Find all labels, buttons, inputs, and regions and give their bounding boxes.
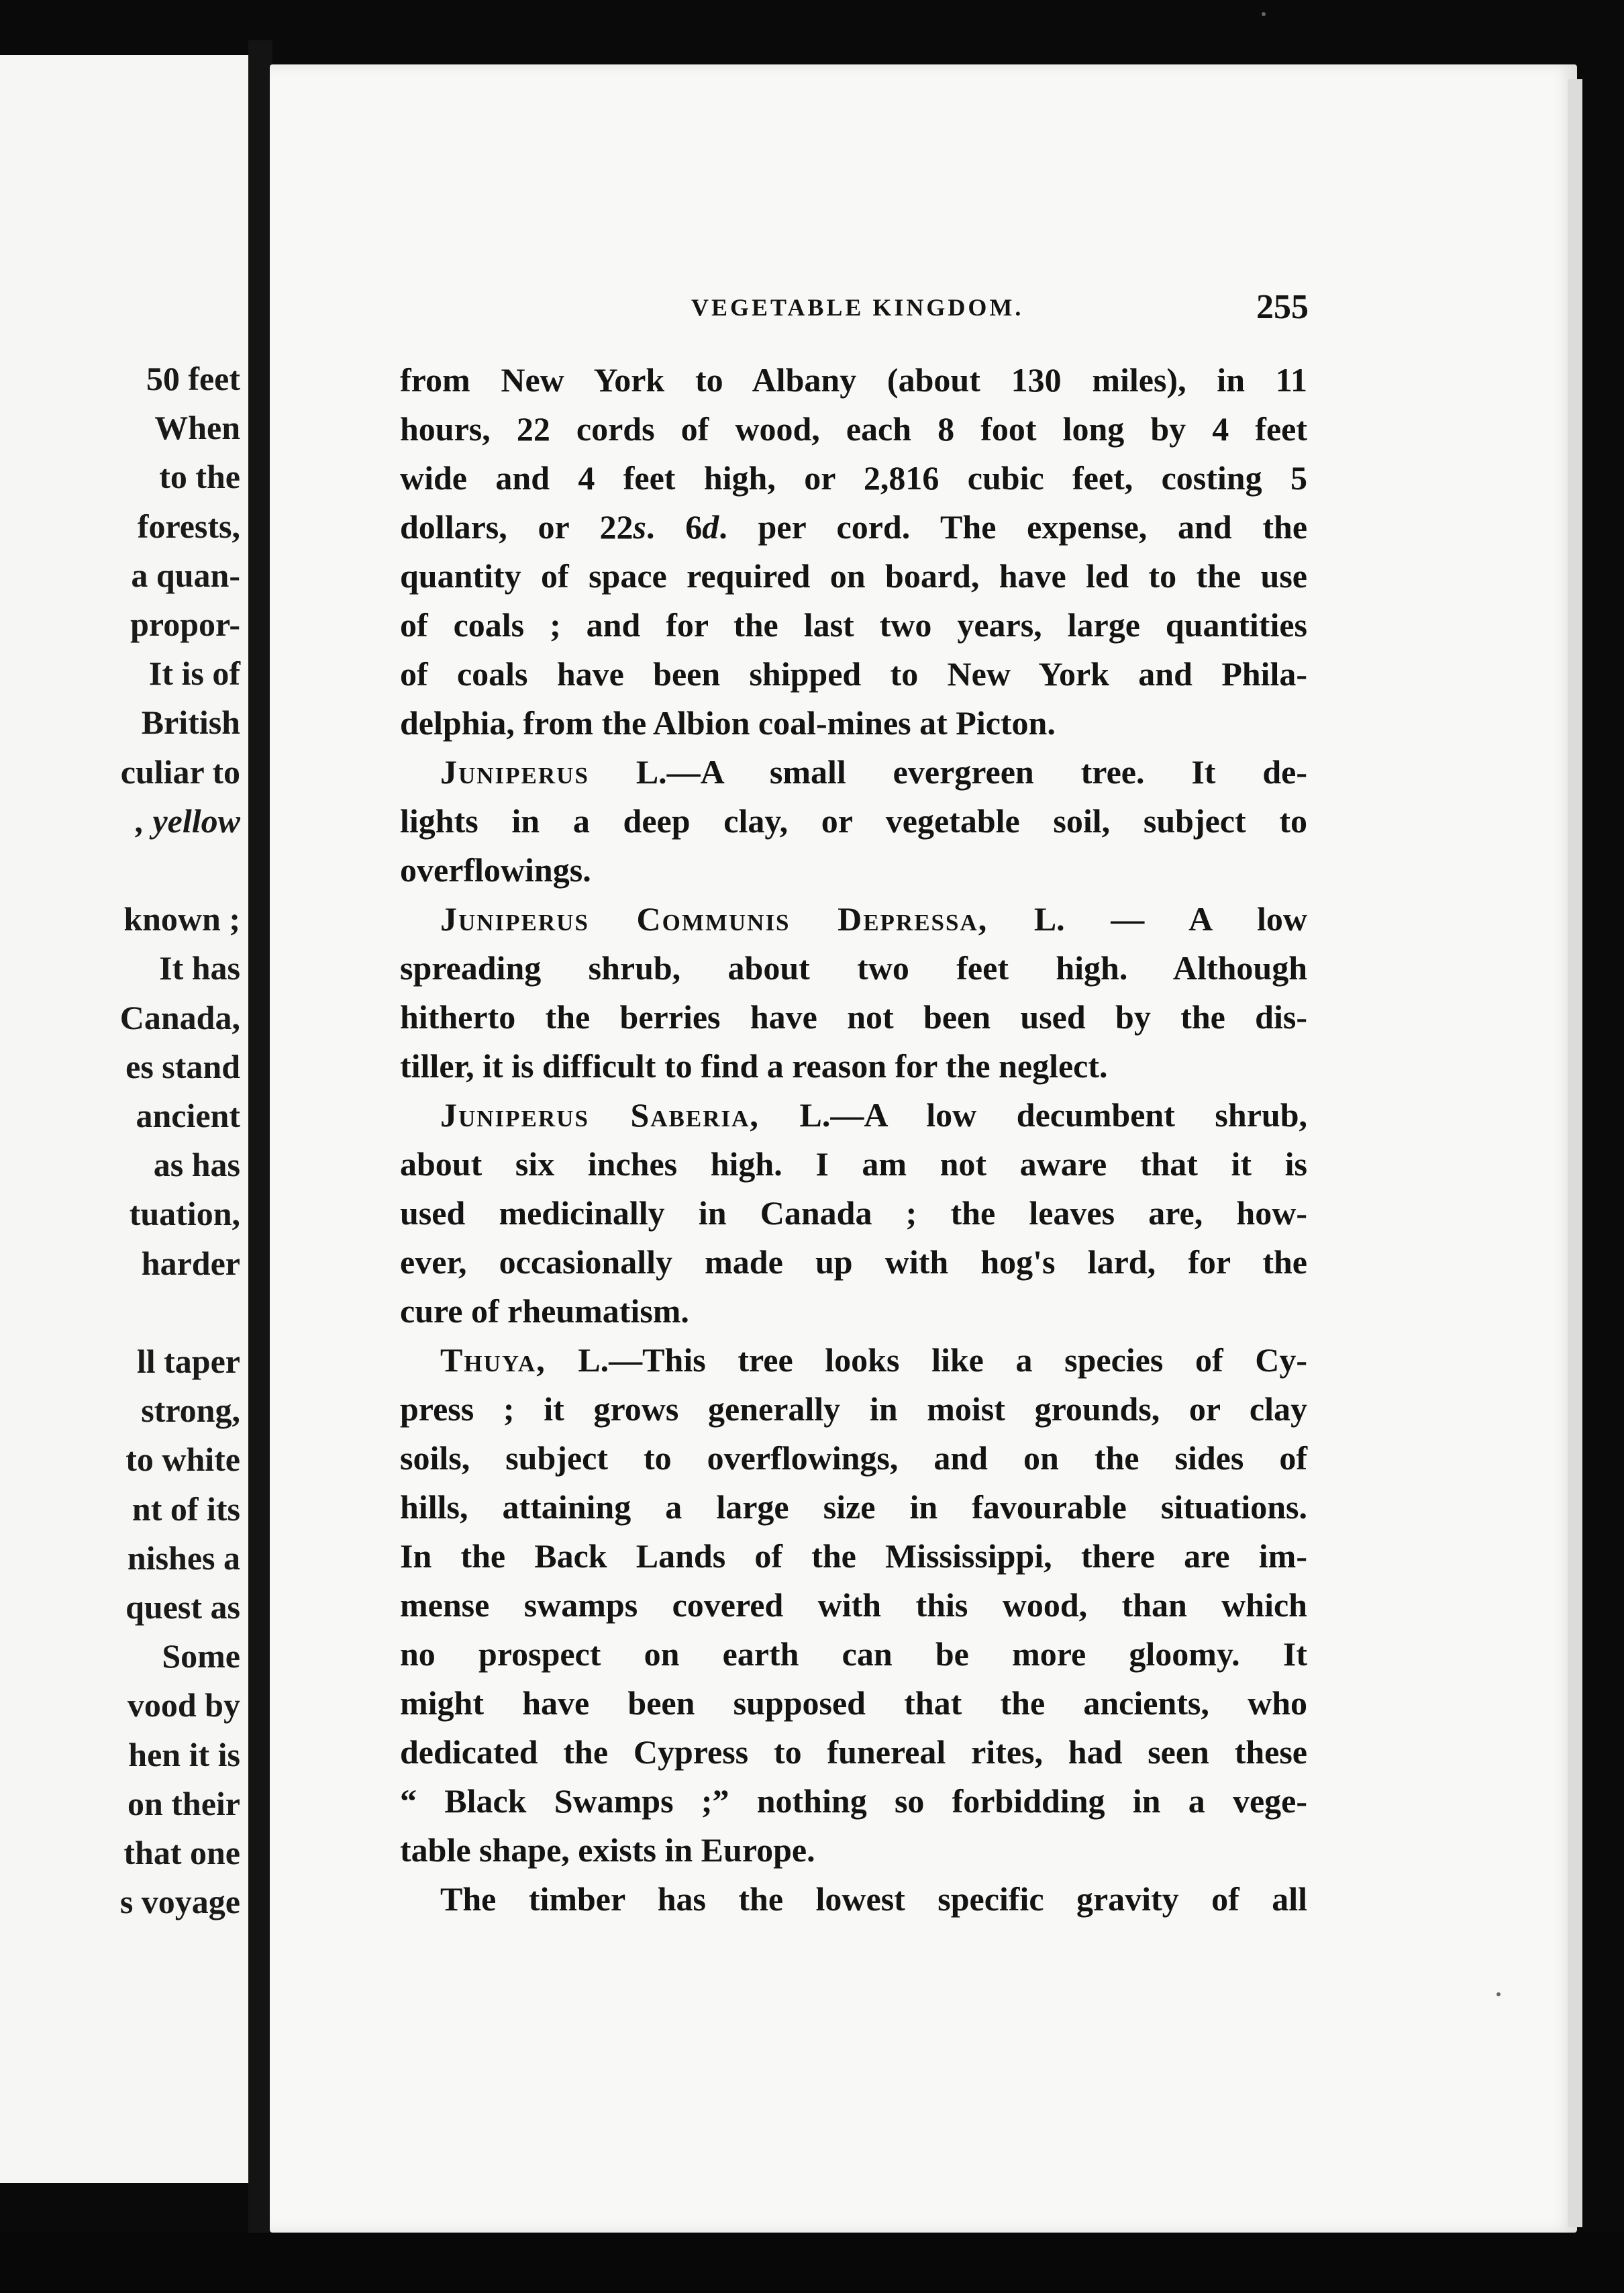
left-page-line: that one [123, 1834, 240, 1871]
text-line: of coals have been shipped to New York and Phila- [400, 655, 1307, 693]
left-page-line: 50 feet [146, 360, 240, 397]
left-page-line: quest as [125, 1588, 240, 1626]
text-line: In the Back Lands of the Mississippi, there are im- [400, 1537, 1307, 1575]
left-page-line: tuation, [129, 1195, 240, 1233]
left-page-line: nt of its [132, 1490, 240, 1528]
left-page-line: s voyage [119, 1883, 240, 1921]
page-number: 255 [1256, 288, 1309, 326]
left-page-line: British [141, 703, 240, 742]
left-page-line: It is of [148, 654, 240, 693]
text-line: overflowings. [400, 851, 591, 889]
text-segment: L.—This tree looks like a species of Cy- [546, 1341, 1307, 1379]
left-page-fragment [0, 55, 248, 2183]
left-page-line: es stand [125, 1047, 240, 1085]
text-line: dedicated the Cypress to funereal rites, had seen these [400, 1733, 1307, 1771]
text-line: ever, occasionally made up with hog's lard, for the [400, 1243, 1307, 1281]
text-segment: L. — A low [988, 900, 1307, 938]
species-name: Juniperus Communis Depressa, [440, 900, 988, 938]
text-line: spreading shrub, about two feet high. Although [400, 949, 1307, 987]
left-page-line: It has [159, 949, 240, 987]
scan-speck [1262, 12, 1266, 16]
running-head: VEGETABLE KINGDOM. [691, 294, 1024, 321]
text-line: soils, subject to overflowings, and on the sides of [400, 1439, 1307, 1477]
text-line: press ; it grows generally in moist grounds, or clay [400, 1390, 1307, 1428]
text-line [400, 1336, 1307, 1385]
text-segment: . per cord. The expense, and the [719, 508, 1308, 546]
text-line: hills, attaining a large size in favourable situations. [400, 1488, 1307, 1526]
left-page-line: vood by [127, 1686, 240, 1724]
text-line: mense swamps covered with this wood, than which [400, 1586, 1307, 1624]
text-line: tiller, it is difficult to find a reason for the neglect. [400, 1047, 1108, 1085]
left-page-line: harder [141, 1244, 240, 1282]
body-text [400, 356, 1307, 1924]
left-page-line: Canada, [119, 998, 240, 1036]
text-line: no prospect on earth can be more gloomy. It [400, 1635, 1307, 1673]
text-line: table shape, exists in Europe. [400, 1831, 815, 1869]
page-edge [1568, 79, 1582, 2227]
italic-abbrev: d [702, 508, 719, 546]
text-line: about six inches high. I am not aware that it is [400, 1145, 1307, 1183]
page-header [691, 287, 1309, 328]
left-page-line: hen it is [128, 1735, 240, 1773]
text-line: hitherto the berries have not been used by the dis- [400, 998, 1307, 1036]
book-gutter [248, 40, 272, 2249]
scan-speck [1496, 1992, 1501, 1996]
text-line: cure of rheumatism. [400, 1292, 689, 1330]
genus-name: Juniperus [440, 753, 589, 791]
text-line: The timber has the lowest specific gravity of all [440, 1880, 1307, 1918]
left-page-line: nishes a [127, 1539, 240, 1577]
left-page-line: ll taper [136, 1343, 240, 1380]
text-segment: L.—A small evergreen tree. It de- [589, 753, 1307, 791]
left-page-line: to the [159, 458, 240, 496]
text-segment: . 6 [646, 508, 703, 546]
italic-abbrev: s [633, 508, 646, 546]
left-page-line: propor- [130, 605, 240, 643]
text-segment: dollars, or 22 [400, 508, 633, 546]
left-page-line: Some [162, 1637, 240, 1675]
left-page-line: to white [125, 1441, 240, 1479]
text-line: of coals ; and for the last two years, large quantities [400, 606, 1307, 644]
text-line: from New York to Albany (about 130 miles), in 11 [400, 361, 1307, 399]
text-line: “ Black Swamps ;” nothing so forbidding in a vege- [400, 1782, 1307, 1820]
scan-bottom-edge [0, 2233, 1624, 2293]
text-line: wide and 4 feet high, or 2,816 cubic feet, costing 5 [400, 459, 1307, 497]
left-page-line: on their [127, 1784, 240, 1822]
text-segment: L.—A low decumbent shrub, [759, 1096, 1308, 1134]
left-page-line: strong, [141, 1392, 240, 1430]
text-line [400, 503, 1307, 552]
left-page-line: When [154, 409, 240, 447]
left-page-line: , yellow [136, 801, 240, 840]
text-line: lights in a deep clay, or vegetable soil, subject to [400, 802, 1307, 840]
left-page-line: known ; [123, 900, 240, 938]
text-line: used medicinally in Canada ; the leaves are, how- [400, 1194, 1307, 1232]
left-page-line: a quan- [131, 556, 240, 594]
text-line [400, 1091, 1307, 1140]
text-line: hours, 22 cords of wood, each 8 foot long by 4 feet [400, 410, 1307, 448]
text-line: might have been supposed that the ancients, who [400, 1684, 1307, 1722]
left-page-line: culiar to [120, 752, 240, 791]
text-line: delphia, from the Albion coal-mines at Picton. [400, 704, 1056, 742]
genus-name: Thuya, [440, 1341, 546, 1379]
text-line [400, 895, 1307, 944]
species-name: Juniperus Saberia, [440, 1096, 760, 1134]
text-line: quantity of space required on board, have led to the use [400, 557, 1307, 595]
text-line [400, 748, 1307, 797]
left-page-line: as has [153, 1146, 240, 1184]
left-page-line: ancient [136, 1097, 240, 1134]
left-page-line: forests, [137, 507, 240, 545]
